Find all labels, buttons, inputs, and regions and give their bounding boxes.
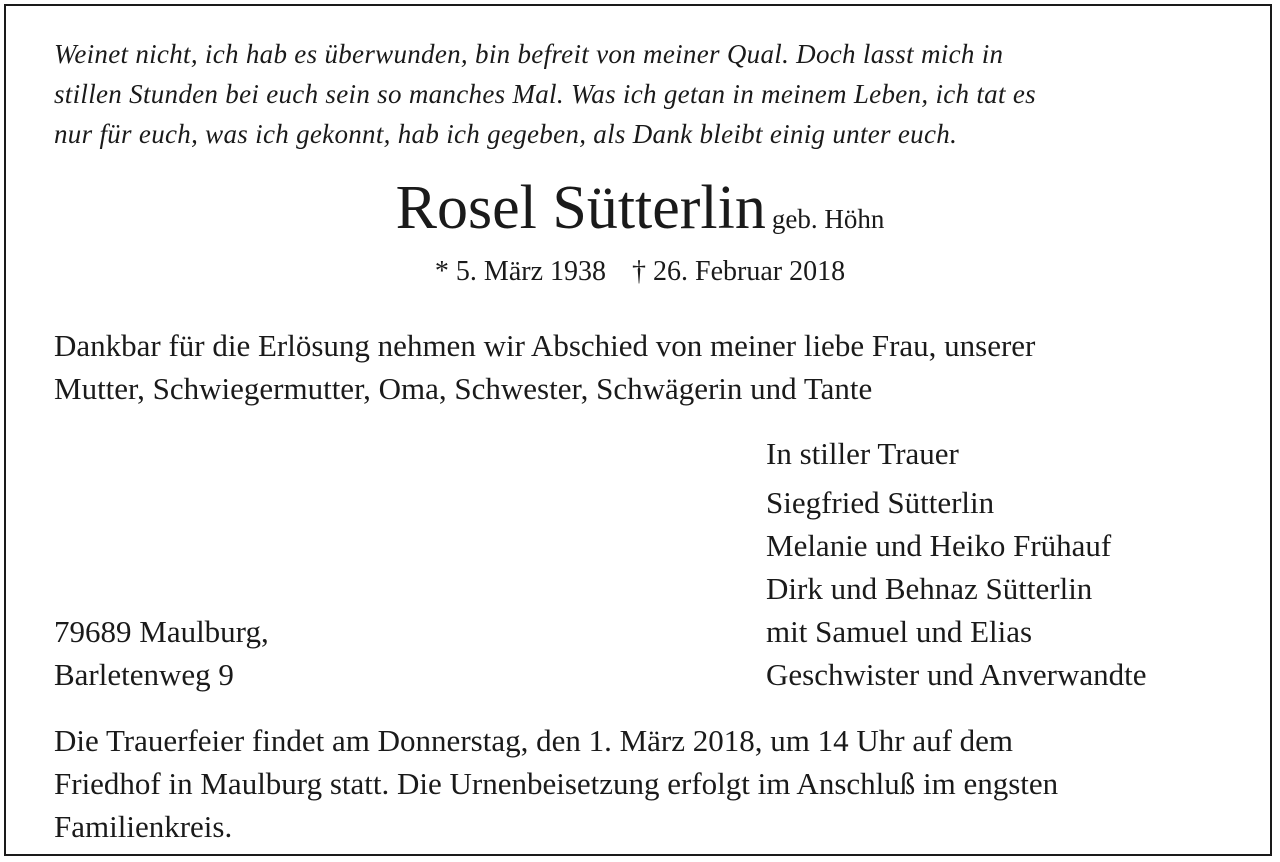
mourner-name: Geschwister und Anverwandte bbox=[766, 657, 1147, 692]
deceased-name-row bbox=[6, 172, 1274, 244]
mourner-name: Dirk und Behnaz Sütterlin bbox=[766, 571, 1093, 606]
service-line: Friedhof in Maulburg statt. Die Urnenbeisetzung erfolgt im Anschluß im engsten bbox=[54, 766, 1059, 801]
poem-line: nur für euch, was ich gekonnt, hab ich gegeben, als Dank bleibt einig unter euch. bbox=[54, 119, 958, 149]
obituary-frame bbox=[4, 4, 1272, 856]
farewell-text bbox=[54, 324, 1226, 410]
farewell-line: Dankbar für die Erlösung nehmen wir Abschied von meiner liebe Frau, unserer bbox=[54, 328, 1036, 363]
service-line: Die Trauerfeier findet am Donnerstag, den 1. März 2018, um 14 Uhr auf dem bbox=[54, 723, 1014, 758]
death-date: † 26. Februar 2018 bbox=[632, 256, 846, 287]
deceased-name: Rosel Sütterlin bbox=[395, 174, 766, 242]
poem-line: Weinet nicht, ich hab es überwunden, bin befreit von meiner Qual. Doch lasst mich in bbox=[54, 39, 1004, 69]
family-address bbox=[54, 610, 269, 696]
address-city: 79689 Maulburg, bbox=[54, 614, 269, 649]
mourning-heading: In stiller Trauer bbox=[766, 436, 959, 471]
service-line: Familienkreis. bbox=[54, 809, 233, 844]
life-dates bbox=[6, 254, 1274, 290]
birth-date: * 5. März 1938 bbox=[434, 256, 606, 287]
mourners-list bbox=[766, 432, 1147, 696]
poem-line: stillen Stunden bei euch sein so manches Mal. Was ich getan in meinem Leben, ich tat es bbox=[54, 79, 1036, 109]
mourner-name: Siegfried Sütterlin bbox=[766, 485, 995, 520]
maiden-name: geb. Höhn bbox=[771, 204, 885, 234]
address-street: Barletenweg 9 bbox=[54, 657, 234, 692]
memorial-poem bbox=[54, 34, 1226, 154]
mourner-name: Melanie und Heiko Frühauf bbox=[766, 528, 1112, 563]
farewell-line: Mutter, Schwiegermutter, Oma, Schwester, Schwägerin und Tante bbox=[54, 371, 873, 406]
funeral-service-notice bbox=[54, 719, 1226, 848]
mourner-name: mit Samuel und Elias bbox=[766, 614, 1033, 649]
